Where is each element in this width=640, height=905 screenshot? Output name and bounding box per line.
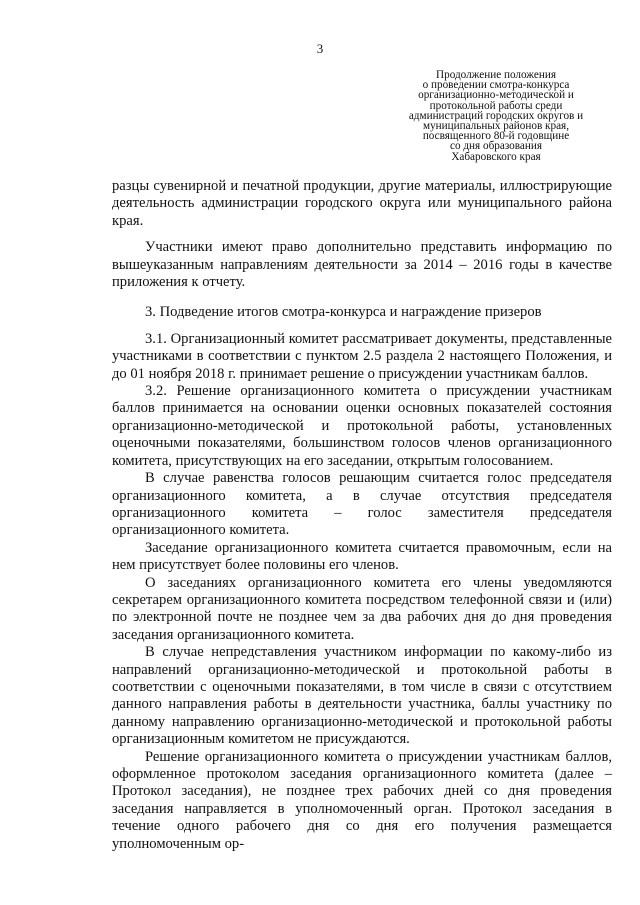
- section-heading: 3. Подведение итогов смотра-конкурса и награждение призеров: [145, 304, 542, 321]
- reference-line: муниципальных районов края,: [423, 120, 569, 133]
- paragraph: О заседаниях организационного комитета его члены уведомляются секретарем организационного комитета посредством телефонной связи и (или) по электронной почте не позднее чем за два рабочих дня до дня проведения заседания организационного комитета.: [112, 574, 612, 643]
- paragraph-continued: разцы сувенирной и печатной продукции, другие материалы, иллюстрирующие деятельность администрации городского округа или муниципального района края.: [112, 178, 612, 229]
- paragraph: В случае непредставления участником информации по какому-либо из направлений организационно-методической и протокольной работы в соответствии с оценочными показателями, в том числе в связи с отсутствием данного направления работы в деятельности участника, баллы участнику по данному направлению организационно-методической и протокольной работы организационным комитетом не присуждаются.: [112, 644, 612, 748]
- reference-line: со дня образования: [450, 140, 542, 153]
- reference-line: о проведении смотра-конкурса: [422, 79, 570, 92]
- reference-line: организационно-методической и: [418, 89, 574, 102]
- reference-line: администраций городских округов и: [408, 109, 584, 122]
- page-number: 3: [316, 41, 324, 56]
- reference-line: протокольной работы среди: [429, 99, 563, 112]
- document-body: [112, 178, 612, 853]
- reference-line: Продолжение положения: [436, 69, 556, 81]
- paragraph: Заседание организационного комитета считается правомочным, если на нем присутствует более половины его членов.: [112, 539, 612, 574]
- paragraph: 3.1. Организационный комитет рассматривает документы, представленные участниками в соответствии с пунктом 2.5 раздела 2 настоящего Положения, и до 01 ноября 2018 г. принимает решение о присуждении участникам баллов.: [112, 330, 612, 382]
- paragraph: Решение организационного комитета о присуждении участникам баллов, оформленное протоколом заседания организационного комитета (далее – Протокол заседания), не позднее трех рабочих дней со дня проведения заседания направляется в уполномоченный орган. Протокол заседания в течение одного рабочего дня со дня его получения размещается уполномоченным ор-: [112, 748, 612, 852]
- paragraph: В случае равенства голосов решающим считается голос председателя организационного комитета, а в случае отсутствия председателя организационного комитета – голос заместителя председателя организационного комитета.: [112, 470, 612, 539]
- document-reference-note: [380, 70, 612, 162]
- reference-line: Хабаровского края: [451, 150, 541, 163]
- reference-line: посвященного 80-й годовщине: [422, 130, 570, 143]
- paragraph: Участники имеют право дополнительно представить информацию по вышеуказанным направлениям деятельности за 2014 – 2016 годы в качестве приложения к отчету.: [112, 239, 612, 291]
- paragraph: 3.2. Решение организационного комитета о присуждении участникам баллов принимается на основании оценки основных показателей состояния организационно-методической и протокольной работы, установленных оценочными показателями, большинством голосов членов организационного комитета, присутствующих на его заседании, открытым голосованием.: [112, 383, 612, 469]
